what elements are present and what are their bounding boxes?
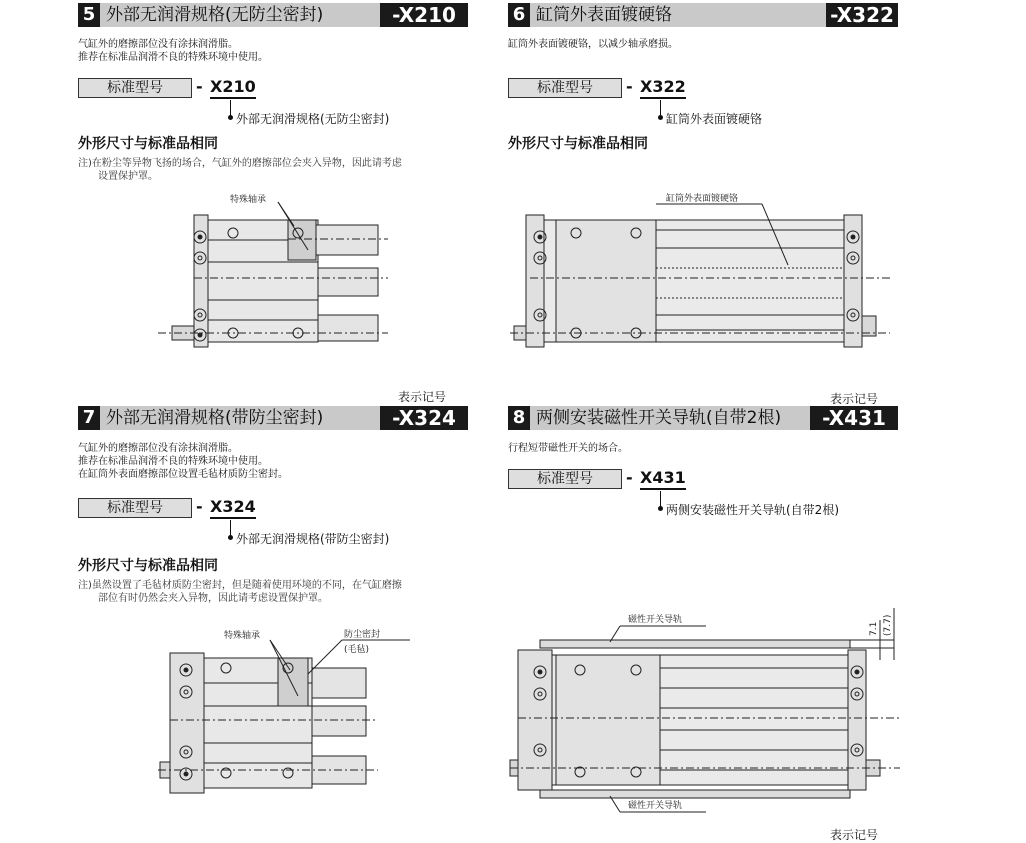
section-5-model-note: 外部无润滑规格(无防尘密封) (236, 112, 390, 126)
section-8-model-code: X431 (640, 468, 686, 490)
section-7-model-dot (228, 535, 233, 540)
section-8-display-label: 表示记号 (830, 392, 879, 406)
section-5-callout-bearing: 特殊轴承 (230, 195, 267, 205)
section-6-model-dash: - (626, 77, 633, 96)
section-5-subheading: 外形尺寸与标准品相同 (78, 136, 218, 152)
section-6-subheading: 外形尺寸与标准品相同 (508, 136, 648, 152)
section-8-header (508, 406, 898, 430)
section-5-title: 外部无润滑规格(无防尘密封) (106, 5, 324, 25)
section-5-description: 气缸外的磨擦部位没有涂抹润滑脂。 推荐在标准品润滑不良的特殊环境中使用。 (78, 39, 268, 63)
section-6-header (508, 3, 898, 27)
section-8-number: 8 (508, 406, 530, 430)
section-6-drawing (510, 190, 890, 360)
section-5-header (78, 3, 468, 27)
section-7-number: 7 (78, 406, 100, 430)
section-8-model-dot (658, 506, 663, 511)
section-7-display-label: 表示记号 (398, 390, 447, 404)
section-8-callout-rail-top: 磁性开关导轨 (628, 615, 683, 625)
section-7-callout-bearing: 特殊轴承 (224, 631, 261, 641)
section-5-drawing (158, 190, 388, 360)
section-8-model-dash: - (626, 468, 633, 487)
section-6-callout-plating: 缸筒外表面镀硬铬 (666, 194, 739, 204)
section-5-code: -X210 (380, 3, 468, 27)
section-6-model-dot (658, 115, 663, 120)
section-6-number: 6 (508, 3, 530, 27)
section-8-model-note: 两侧安装磁性开关导轨(自带2根) (666, 503, 839, 517)
section-7-title: 外部无润滑规格(带防尘密封) (106, 408, 324, 428)
section-8-callout-rail-bottom: 磁性开关导轨 (628, 801, 683, 811)
section-6-description: 缸筒外表面镀硬铬，以减少轴承磨损。 (508, 39, 678, 50)
section-6-code: -X322 (826, 3, 898, 27)
section-5-model-code: X210 (210, 77, 256, 99)
section-6-title: 缸筒外表面镀硬铬 (536, 5, 672, 25)
section-7-code: -X324 (380, 406, 468, 430)
section-7-description: 气缸外的磨擦部位没有涂抹润滑脂。 推荐在标准品润滑不良的特殊环境中使用。 在缸筒外表面磨擦部位设置毛毡材质防尘密封。 (78, 443, 288, 480)
section-7-callout-felt: (毛毡) (344, 645, 370, 655)
section-5-model-dot (228, 115, 233, 120)
section-7-model-note: 外部无润滑规格(带防尘密封) (236, 532, 390, 546)
section-8-dim-77: (7.7) (883, 614, 893, 636)
section-5-number: 5 (78, 3, 100, 27)
section-8-title: 两侧安装磁性开关导轨(自带2根) (536, 408, 782, 428)
section-7-subheading: 外形尺寸与标准品相同 (78, 558, 218, 574)
section-8-drawing (510, 600, 900, 810)
section-8-description: 行程短带磁性开关的场合。 (508, 443, 628, 454)
footer-display-label: 表示记号 (830, 828, 879, 842)
section-7-model-code: X324 (210, 497, 256, 519)
section-5-model-label: 标准型号 (78, 78, 192, 98)
section-8-model-label: 标准型号 (508, 469, 622, 489)
section-8-code: -X431 (810, 406, 898, 430)
section-7-model-label: 标准型号 (78, 498, 192, 518)
section-6-model-label: 标准型号 (508, 78, 622, 98)
section-5-note: 注)在粉尘等异物飞扬的场合，气缸外的磨擦部位会夹入异物，因此请考虑 设置保护罩。 (78, 158, 402, 182)
section-7-callout-seal: 防尘密封 (344, 630, 381, 640)
section-6-model-code: X322 (640, 77, 686, 99)
section-7-note: 注)虽然设置了毛毡材质防尘密封，但是随着使用环境的不同，在气缸磨擦 部位有时仍然会夹入异物，因此请考虑设置保护罩。 (78, 580, 402, 604)
section-5-model-dash: - (196, 77, 203, 96)
section-7-model-dash: - (196, 497, 203, 516)
section-7-drawing (158, 628, 388, 808)
section-6-model-note: 缸筒外表面镀硬铬 (666, 112, 763, 126)
section-7-header (78, 406, 468, 430)
section-8-dim-71: 7.1 (869, 621, 879, 636)
